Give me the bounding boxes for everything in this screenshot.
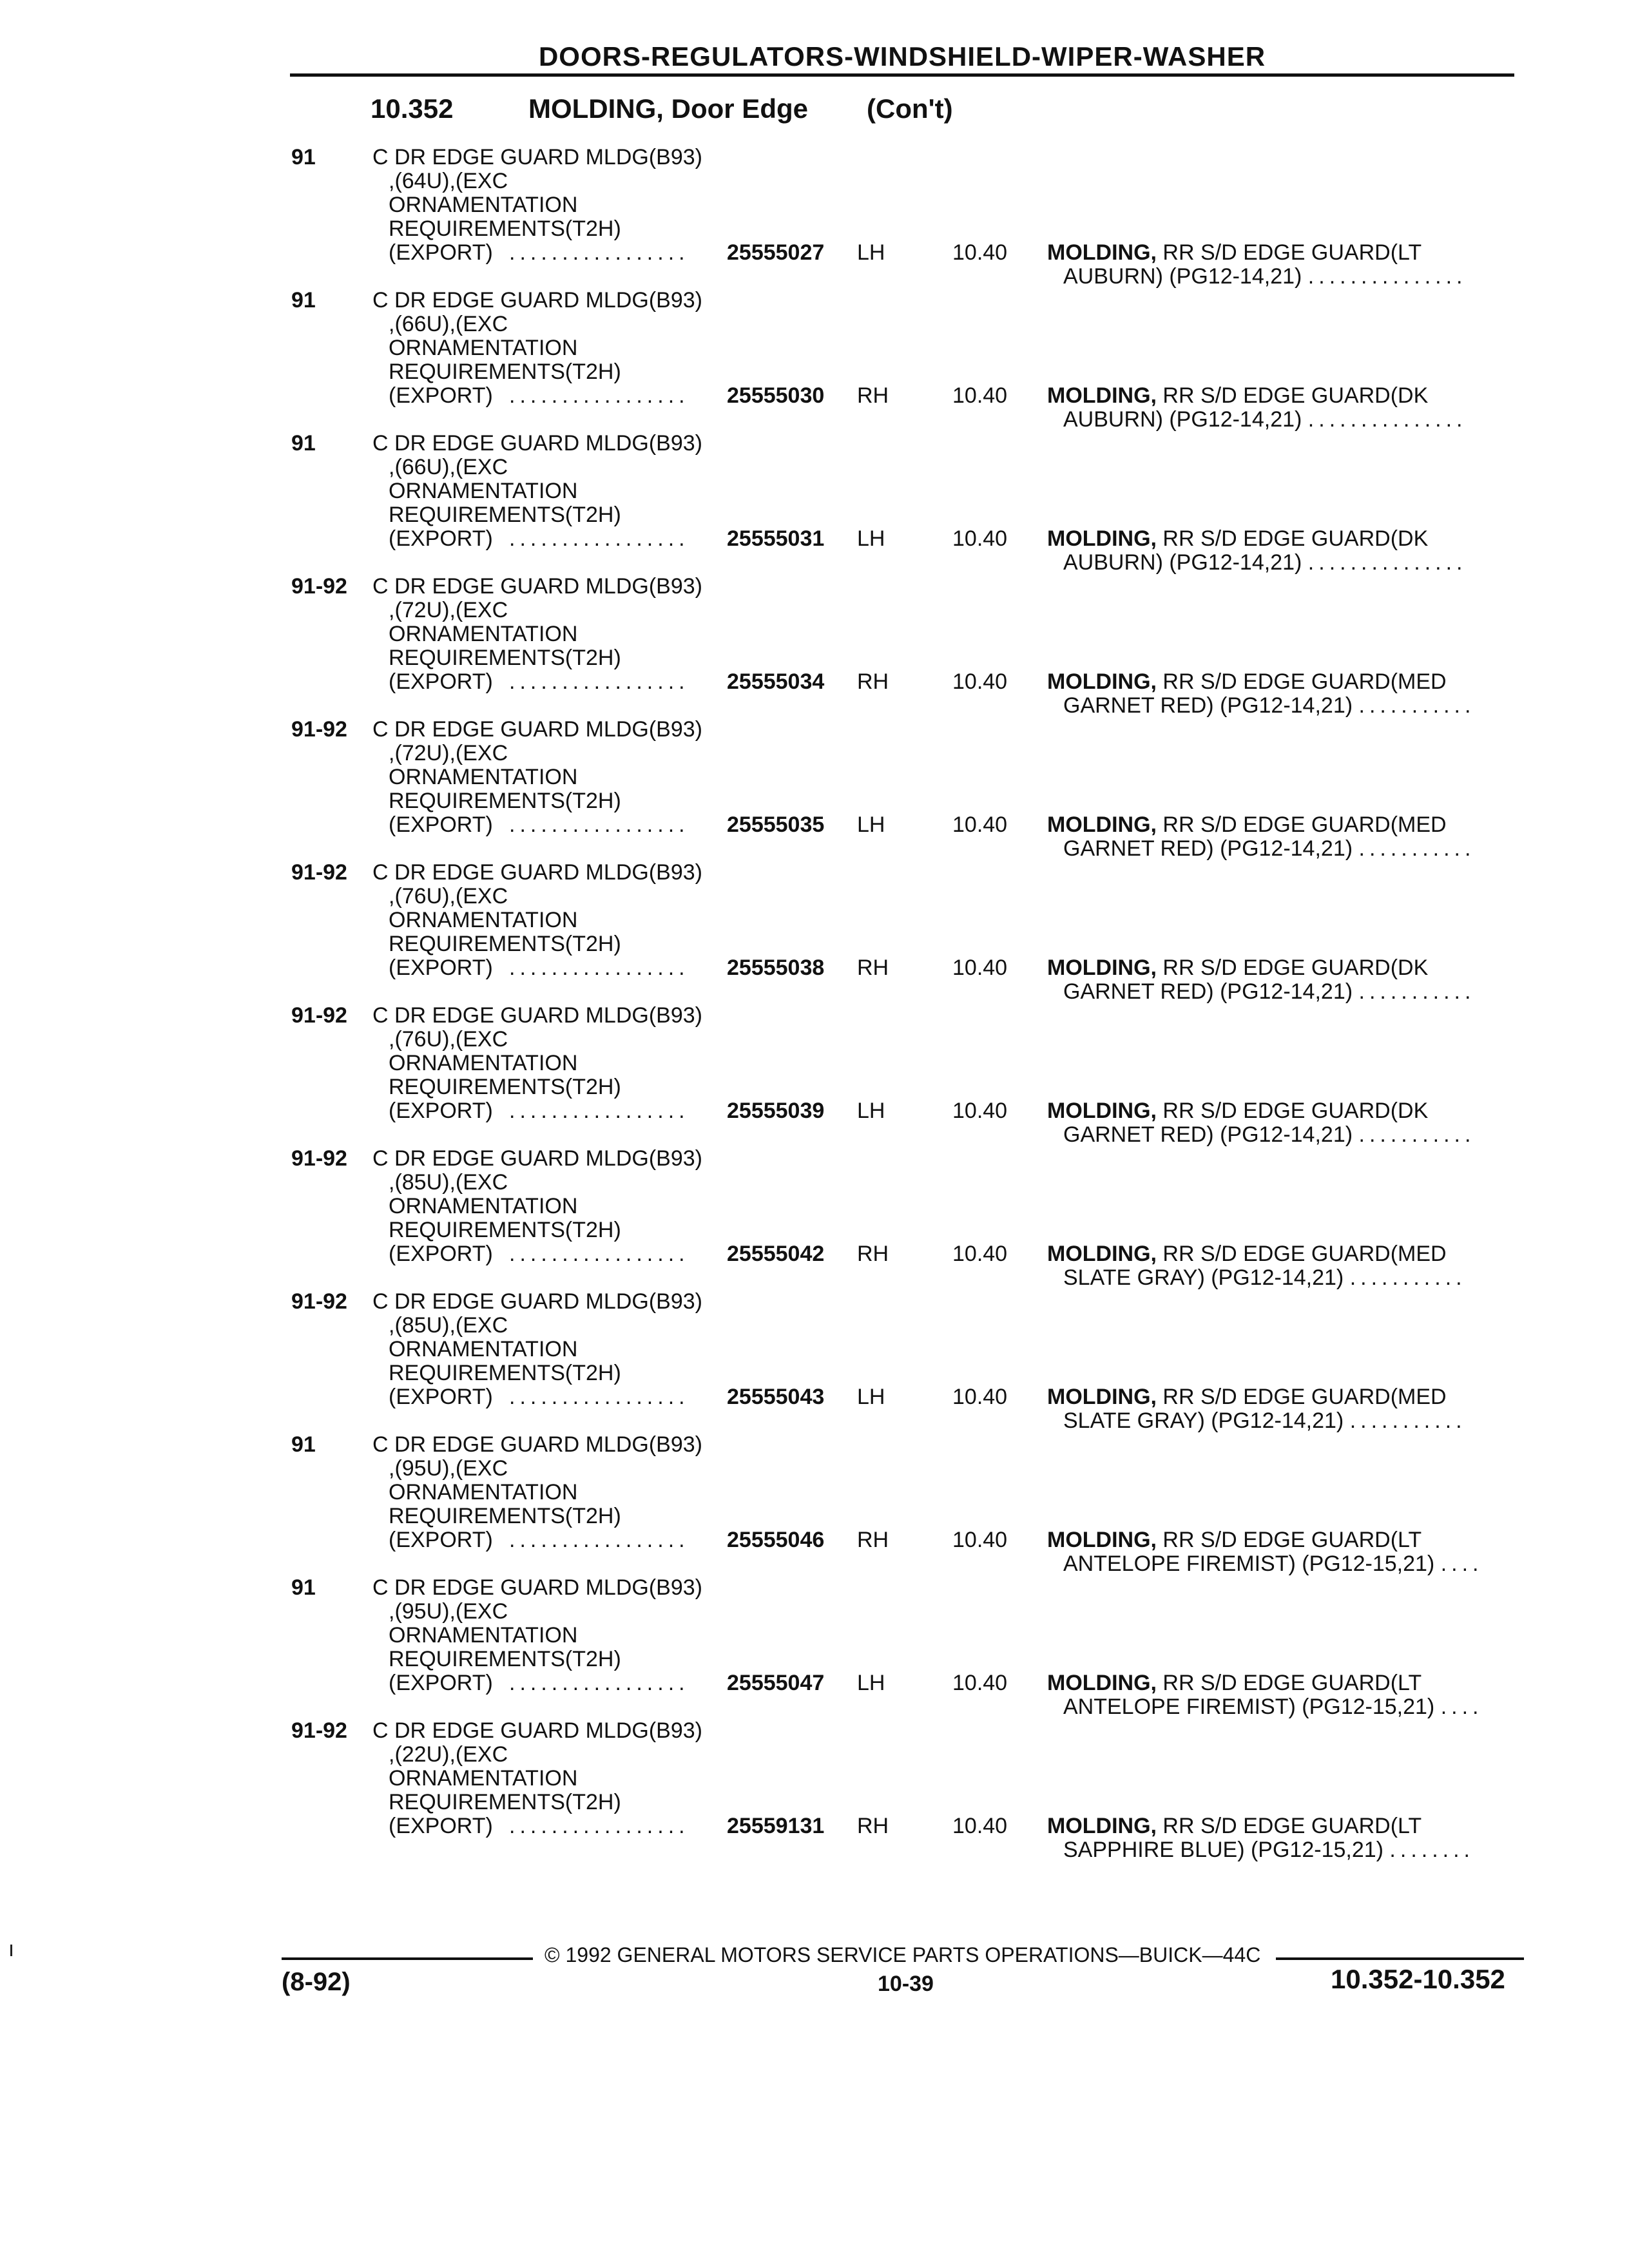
application-line-3: ORNAMENTATION [389, 479, 578, 503]
application-line-5: (EXPORT) [389, 1814, 493, 1838]
description-line-2 [1063, 979, 1475, 1004]
application-line-3: ORNAMENTATION [389, 1623, 578, 1648]
leader-dots: .... [1440, 1552, 1483, 1576]
application-line-2: ,(85U),(EXC [389, 1313, 508, 1338]
header-rule [290, 73, 1514, 77]
footer-rule-left [282, 1957, 533, 1960]
application-line-1: C DR EDGE GUARD MLDG(B93) [372, 1146, 702, 1171]
description-noun: MOLDING, [1047, 812, 1157, 837]
group-number: 10.40 [952, 526, 1008, 551]
application-line-5: (EXPORT) [389, 812, 493, 837]
application-line-3: ORNAMENTATION [389, 908, 578, 932]
application-line-3: ORNAMENTATION [389, 1480, 578, 1504]
footer-rule-right [1276, 1957, 1524, 1960]
footer-date: (8-92) [282, 1968, 351, 1996]
side-code: LH [857, 1671, 885, 1695]
description-line-2 [1063, 836, 1475, 861]
leader-dots: .... [1440, 1695, 1483, 1719]
description-line-2 [1063, 1408, 1467, 1434]
description-line-1 [1047, 669, 1447, 695]
description-continuation: GARNET RED) (PG12-14,21) [1063, 836, 1353, 861]
description-detail: RR S/D EDGE GUARD(MED [1156, 812, 1447, 837]
description-continuation: AUBURN) (PG12-14,21) [1063, 550, 1302, 575]
application-line-1: C DR EDGE GUARD MLDG(B93) [372, 1718, 702, 1743]
part-entry [0, 717, 1629, 860]
side-code: LH [857, 812, 885, 837]
part-number: 25555047 [727, 1671, 825, 1695]
description-continuation: GARNET RED) (PG12-14,21) [1063, 979, 1353, 1004]
leader-dots: ................. [509, 669, 689, 694]
application-line-4: REQUIREMENTS(T2H) [389, 503, 621, 527]
side-code: RH [857, 383, 889, 408]
model-years: 91-92 [291, 1718, 347, 1743]
description-detail: RR S/D EDGE GUARD(LT [1156, 1528, 1422, 1552]
application-line-2: ,(95U),(EXC [389, 1599, 508, 1624]
scan-mark [10, 1945, 12, 1956]
application-line-4: REQUIREMENTS(T2H) [389, 789, 621, 813]
part-number: 25555039 [727, 1099, 825, 1123]
footer-page-number: 10-39 [878, 1972, 934, 1996]
application-line-3: ORNAMENTATION [389, 1051, 578, 1075]
leader-dots: ........... [1349, 1265, 1467, 1290]
description-continuation: GARNET RED) (PG12-14,21) [1063, 693, 1353, 718]
part-number: 25555043 [727, 1385, 825, 1409]
description-noun: MOLDING, [1047, 1099, 1157, 1123]
application-line-1: C DR EDGE GUARD MLDG(B93) [372, 145, 702, 169]
model-years: 91 [291, 288, 316, 312]
description-line-1 [1047, 240, 1422, 265]
application-line-2: ,(66U),(EXC [389, 455, 508, 479]
group-number: 10.40 [952, 1385, 1008, 1409]
application-line-4: REQUIREMENTS(T2H) [389, 1647, 621, 1671]
application-line-4: REQUIREMENTS(T2H) [389, 1504, 621, 1528]
description-line-2 [1063, 693, 1475, 718]
leader-dots: ................. [509, 956, 689, 980]
description-line-2 [1063, 1122, 1475, 1148]
leader-dots: ........... [1358, 693, 1476, 718]
application-line-2: ,(76U),(EXC [389, 884, 508, 908]
leader-dots: ........... [1349, 1408, 1467, 1433]
part-number: 25559131 [727, 1814, 825, 1838]
footer-section-range: 10.352-10.352 [1331, 1964, 1505, 1994]
application-line-2: ,(85U),(EXC [389, 1170, 508, 1195]
group-number: 10.40 [952, 1528, 1008, 1552]
description-noun: MOLDING, [1047, 1385, 1157, 1409]
application-line-1: C DR EDGE GUARD MLDG(B93) [372, 1003, 702, 1028]
part-entry [0, 574, 1629, 717]
part-number: 25555031 [727, 526, 825, 551]
group-number: 10.40 [952, 383, 1008, 408]
leader-dots: ................. [509, 1528, 689, 1552]
application-line-3: ORNAMENTATION [389, 1337, 578, 1361]
leader-dots: ................. [509, 1242, 689, 1266]
description-detail: RR S/D EDGE GUARD(LT [1156, 1814, 1422, 1838]
page-header-title: DOORS-REGULATORS-WINDSHIELD-WIPER-WASHER [538, 41, 1266, 72]
application-line-5: (EXPORT) [389, 1671, 493, 1695]
part-entry [0, 431, 1629, 574]
model-years: 91-92 [291, 574, 347, 599]
description-line-2 [1063, 1552, 1483, 1577]
application-line-4: REQUIREMENTS(T2H) [389, 216, 621, 241]
description-detail: RR S/D EDGE GUARD(MED [1156, 669, 1447, 694]
application-line-1: C DR EDGE GUARD MLDG(B93) [372, 717, 702, 742]
application-line-5: (EXPORT) [389, 1528, 493, 1552]
part-number: 25555034 [727, 669, 825, 694]
application-line-2: ,(72U),(EXC [389, 598, 508, 622]
description-noun: MOLDING, [1047, 383, 1157, 408]
part-entry [0, 288, 1629, 431]
description-detail: RR S/D EDGE GUARD(LT [1156, 240, 1422, 265]
side-code: LH [857, 526, 885, 551]
side-code: RH [857, 1528, 889, 1552]
description-line-1 [1047, 956, 1428, 981]
application-line-3: ORNAMENTATION [389, 1194, 578, 1218]
group-number: 10.40 [952, 1099, 1008, 1123]
model-years: 91 [291, 1575, 316, 1600]
group-number: 10.40 [952, 1242, 1008, 1266]
description-noun: MOLDING, [1047, 240, 1157, 265]
model-years: 91-92 [291, 1289, 347, 1314]
application-line-2: ,(64U),(EXC [389, 169, 508, 193]
application-line-1: C DR EDGE GUARD MLDG(B93) [372, 288, 702, 312]
side-code: RH [857, 1814, 889, 1838]
part-entry [0, 145, 1629, 288]
description-noun: MOLDING, [1047, 1671, 1157, 1695]
description-detail: RR S/D EDGE GUARD(DK [1156, 526, 1429, 551]
description-continuation: SAPPHIRE BLUE) (PG12-15,21) [1063, 1838, 1383, 1862]
leader-dots: ........... [1358, 1122, 1476, 1147]
leader-dots: ................. [509, 1385, 689, 1409]
application-line-3: ORNAMENTATION [389, 193, 578, 217]
description-line-2 [1063, 1838, 1474, 1863]
group-number: 10.40 [952, 812, 1008, 837]
application-line-4: REQUIREMENTS(T2H) [389, 1361, 621, 1385]
footer-copyright: © 1992 GENERAL MOTORS SERVICE PARTS OPERATIONS—BUICK—44C [545, 1943, 1261, 1966]
application-line-1: C DR EDGE GUARD MLDG(B93) [372, 431, 702, 456]
leader-dots: ........... [1358, 836, 1476, 861]
description-detail: RR S/D EDGE GUARD(DK [1156, 383, 1429, 408]
application-line-5: (EXPORT) [389, 956, 493, 980]
part-entry [0, 860, 1629, 1003]
part-number: 25555042 [727, 1242, 825, 1266]
application-line-2: ,(72U),(EXC [389, 741, 508, 765]
description-noun: MOLDING, [1047, 669, 1157, 694]
application-line-1: C DR EDGE GUARD MLDG(B93) [372, 1575, 702, 1600]
description-continuation: ANTELOPE FIREMIST) (PG12-15,21) [1063, 1695, 1435, 1719]
application-line-4: REQUIREMENTS(T2H) [389, 1218, 621, 1242]
application-line-1: C DR EDGE GUARD MLDG(B93) [372, 574, 702, 599]
model-years: 91 [291, 145, 316, 169]
leader-dots: ................. [509, 812, 689, 837]
leader-dots: ............... [1307, 264, 1467, 289]
side-code: RH [857, 956, 889, 980]
description-line-1 [1047, 526, 1428, 552]
description-line-1 [1047, 1671, 1422, 1696]
description-line-1 [1047, 1528, 1422, 1553]
application-line-5: (EXPORT) [389, 669, 493, 694]
description-line-1 [1047, 383, 1428, 408]
application-line-1: C DR EDGE GUARD MLDG(B93) [372, 860, 702, 885]
leader-dots: ................. [509, 1814, 689, 1838]
part-entry [0, 1289, 1629, 1432]
group-number: 10.40 [952, 669, 1008, 694]
description-continuation: ANTELOPE FIREMIST) (PG12-15,21) [1063, 1552, 1435, 1576]
description-line-2 [1063, 1695, 1483, 1720]
description-detail: RR S/D EDGE GUARD(LT [1156, 1671, 1422, 1695]
application-line-2: ,(66U),(EXC [389, 312, 508, 336]
application-line-4: REQUIREMENTS(T2H) [389, 932, 621, 956]
leader-dots: ............... [1307, 550, 1467, 575]
description-line-1 [1047, 1814, 1422, 1839]
side-code: RH [857, 669, 889, 694]
application-line-3: ORNAMENTATION [389, 336, 578, 360]
side-code: RH [857, 1242, 889, 1266]
model-years: 91-92 [291, 1003, 347, 1028]
application-line-5: (EXPORT) [389, 240, 493, 265]
description-continuation: GARNET RED) (PG12-14,21) [1063, 1122, 1353, 1147]
application-line-1: C DR EDGE GUARD MLDG(B93) [372, 1432, 702, 1457]
description-line-2 [1063, 550, 1467, 575]
part-number: 25555038 [727, 956, 825, 980]
group-number: 10.40 [952, 1671, 1008, 1695]
description-detail: RR S/D EDGE GUARD(MED [1156, 1242, 1447, 1266]
description-line-2 [1063, 407, 1467, 432]
leader-dots: ........ [1389, 1838, 1474, 1862]
leader-dots: ................. [509, 1099, 689, 1123]
description-line-1 [1047, 812, 1447, 838]
description-line-1 [1047, 1242, 1447, 1267]
description-detail: RR S/D EDGE GUARD(DK [1156, 1099, 1429, 1123]
part-number: 25555046 [727, 1528, 825, 1552]
description-noun: MOLDING, [1047, 1242, 1157, 1266]
section-name: MOLDING, Door Edge [528, 93, 808, 124]
application-line-4: REQUIREMENTS(T2H) [389, 360, 621, 384]
section-continued: (Con't) [867, 93, 953, 124]
description-line-1 [1047, 1099, 1428, 1124]
side-code: LH [857, 1385, 885, 1409]
description-noun: MOLDING, [1047, 526, 1157, 551]
part-number: 25555035 [727, 812, 825, 837]
model-years: 91 [291, 1432, 316, 1457]
description-noun: MOLDING, [1047, 1814, 1157, 1838]
application-line-4: REQUIREMENTS(T2H) [389, 646, 621, 670]
description-continuation: SLATE GRAY) (PG12-14,21) [1063, 1265, 1344, 1290]
leader-dots: ............... [1307, 407, 1467, 432]
application-line-5: (EXPORT) [389, 1242, 493, 1266]
description-detail: RR S/D EDGE GUARD(DK [1156, 956, 1429, 980]
side-code: LH [857, 1099, 885, 1123]
application-line-5: (EXPORT) [389, 526, 493, 551]
group-number: 10.40 [952, 956, 1008, 980]
application-line-2: ,(95U),(EXC [389, 1456, 508, 1481]
group-number: 10.40 [952, 240, 1008, 265]
application-line-2: ,(22U),(EXC [389, 1742, 508, 1767]
description-line-2 [1063, 1265, 1467, 1291]
application-line-5: (EXPORT) [389, 1385, 493, 1409]
description-continuation: AUBURN) (PG12-14,21) [1063, 407, 1302, 432]
application-line-4: REQUIREMENTS(T2H) [389, 1075, 621, 1099]
description-detail: RR S/D EDGE GUARD(MED [1156, 1385, 1447, 1409]
part-entry [0, 1718, 1629, 1861]
section-number: 10.352 [371, 93, 454, 124]
leader-dots: ........... [1358, 979, 1476, 1004]
part-entry [0, 1575, 1629, 1718]
application-line-4: REQUIREMENTS(T2H) [389, 1790, 621, 1814]
application-line-3: ORNAMENTATION [389, 765, 578, 789]
description-noun: MOLDING, [1047, 956, 1157, 980]
description-continuation: SLATE GRAY) (PG12-14,21) [1063, 1408, 1344, 1433]
application-line-1: C DR EDGE GUARD MLDG(B93) [372, 1289, 702, 1314]
leader-dots: ................. [509, 526, 689, 551]
model-years: 91 [291, 431, 316, 456]
description-noun: MOLDING, [1047, 1528, 1157, 1552]
part-number: 25555027 [727, 240, 825, 265]
description-continuation: AUBURN) (PG12-14,21) [1063, 264, 1302, 289]
part-entry [0, 1146, 1629, 1289]
description-line-2 [1063, 264, 1467, 289]
model-years: 91-92 [291, 860, 347, 885]
description-line-1 [1047, 1385, 1447, 1410]
application-line-5: (EXPORT) [389, 383, 493, 408]
part-entry [0, 1432, 1629, 1575]
model-years: 91-92 [291, 1146, 347, 1171]
application-line-3: ORNAMENTATION [389, 1766, 578, 1791]
model-years: 91-92 [291, 717, 347, 742]
application-line-5: (EXPORT) [389, 1099, 493, 1123]
part-entry [0, 1003, 1629, 1146]
group-number: 10.40 [952, 1814, 1008, 1838]
leader-dots: ................. [509, 240, 689, 265]
leader-dots: ................. [509, 383, 689, 408]
side-code: LH [857, 240, 885, 265]
part-number: 25555030 [727, 383, 825, 408]
application-line-2: ,(76U),(EXC [389, 1027, 508, 1052]
leader-dots: ................. [509, 1671, 689, 1695]
application-line-3: ORNAMENTATION [389, 622, 578, 646]
